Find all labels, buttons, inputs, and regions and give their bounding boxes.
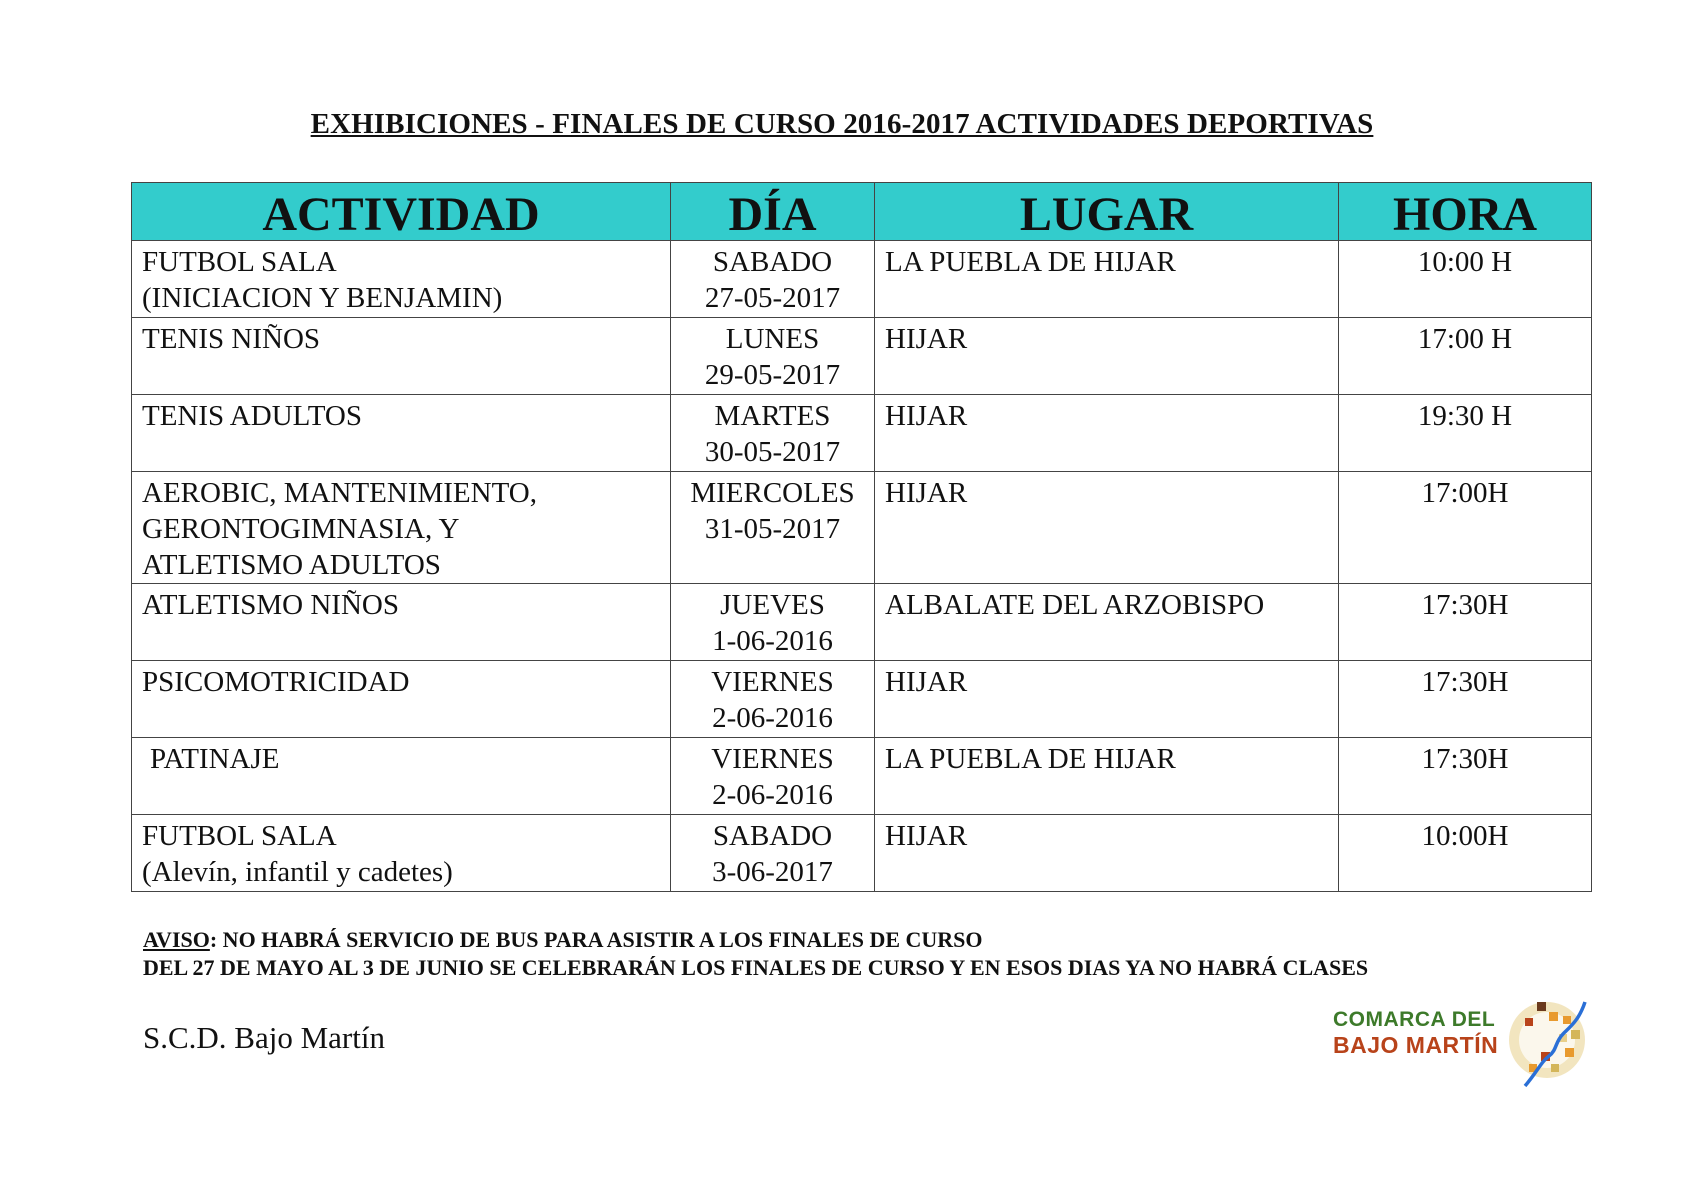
notice-text-1: : NO HABRÁ SERVICIO DE BUS PARA ASISTIR A LOS FINALES DE CURSO <box>209 927 983 952</box>
cell-hora: 17:00H <box>1421 477 1509 509</box>
aviso-label: AVISO <box>143 927 210 952</box>
cell-hora: 10:00H <box>1421 820 1509 852</box>
table-row <box>132 815 1592 892</box>
notice-block <box>143 926 1368 982</box>
cell-dia: LUNES 29-05-2017 <box>704 323 841 391</box>
document-title: EXHIBICIONES - FINALES DE CURSO 2016-2017 ACTIVIDADES DEPORTIVAS <box>310 108 1374 140</box>
cell-dia: MIERCOLES 31-05-2017 <box>690 477 855 545</box>
cell-actividad: PSICOMOTRICIDAD <box>142 666 410 698</box>
cell-hora: 17:30H <box>1421 589 1509 621</box>
header-row <box>132 183 1592 241</box>
table-row <box>132 395 1592 472</box>
signature: S.C.D. Bajo Martín <box>143 1020 385 1055</box>
cell-lugar: LA PUEBLA DE HIJAR <box>885 743 1176 775</box>
cell-lugar: HIJAR <box>885 323 968 355</box>
cell-hora: 17:30H <box>1421 743 1509 775</box>
header-lugar: LUGAR <box>875 183 1339 241</box>
header-dia: DÍA <box>671 183 875 241</box>
header-hora: HORA <box>1339 183 1592 241</box>
cell-lugar: HIJAR <box>885 400 968 432</box>
cell-dia: VIERNES 2-06-2016 <box>711 666 834 734</box>
table-row <box>132 584 1592 661</box>
logo-line-1: COMARCA DEL <box>1333 1008 1496 1031</box>
cell-actividad: AEROBIC, MANTENIMIENTO, GERONTOGIMNASIA, Y ATLETISMO ADULTOS <box>142 477 537 581</box>
table-row <box>132 661 1592 738</box>
cell-dia: MARTES 30-05-2017 <box>704 400 841 468</box>
table-row <box>132 318 1592 395</box>
cell-lugar: LA PUEBLA DE HIJAR <box>885 246 1176 278</box>
table-row <box>132 472 1592 584</box>
cell-lugar: HIJAR <box>885 820 968 852</box>
cell-actividad: ATLETISMO NIÑOS <box>142 589 399 621</box>
cell-dia: JUEVES 1-06-2016 <box>712 589 833 657</box>
notice-line-1 <box>143 926 1368 954</box>
cell-hora: 17:30H <box>1421 666 1509 698</box>
cell-hora: 17:00 H <box>1417 323 1513 355</box>
notice-line-2: DEL 27 DE MAYO AL 3 DE JUNIO SE CELEBRARÁN LOS FINALES DE CURSO Y EN ESOS DIAS YA NO HABRÁ CLASES <box>143 955 1369 980</box>
cell-hora: 19:30 H <box>1417 400 1513 432</box>
cell-actividad: PATINAJE <box>150 743 280 775</box>
cell-actividad: TENIS ADULTOS <box>142 400 362 432</box>
logo-mosaic-icon <box>1505 990 1595 1090</box>
header-actividad: ACTIVIDAD <box>132 183 671 241</box>
table-row <box>132 738 1592 815</box>
cell-dia: VIERNES 2-06-2016 <box>711 743 834 811</box>
cell-dia: SABADO 27-05-2017 <box>704 246 841 314</box>
cell-actividad: TENIS NIÑOS <box>142 323 321 355</box>
logo-line-2: BAJO MARTÍN <box>1333 1032 1499 1058</box>
cell-lugar: HIJAR <box>885 666 968 698</box>
cell-lugar: HIJAR <box>885 477 968 509</box>
cell-dia: SABADO 3-06-2017 <box>712 820 833 888</box>
table-row <box>132 241 1592 318</box>
schedule-table <box>131 182 1592 892</box>
cell-actividad: FUTBOL SALA (Alevín, infantil y cadetes) <box>142 820 453 888</box>
cell-actividad: FUTBOL SALA (INICIACION Y BENJAMIN) <box>142 246 503 314</box>
comarca-logo <box>1330 990 1595 1090</box>
cell-lugar: ALBALATE DEL ARZOBISPO <box>885 589 1265 621</box>
cell-hora: 10:00 H <box>1417 246 1513 278</box>
